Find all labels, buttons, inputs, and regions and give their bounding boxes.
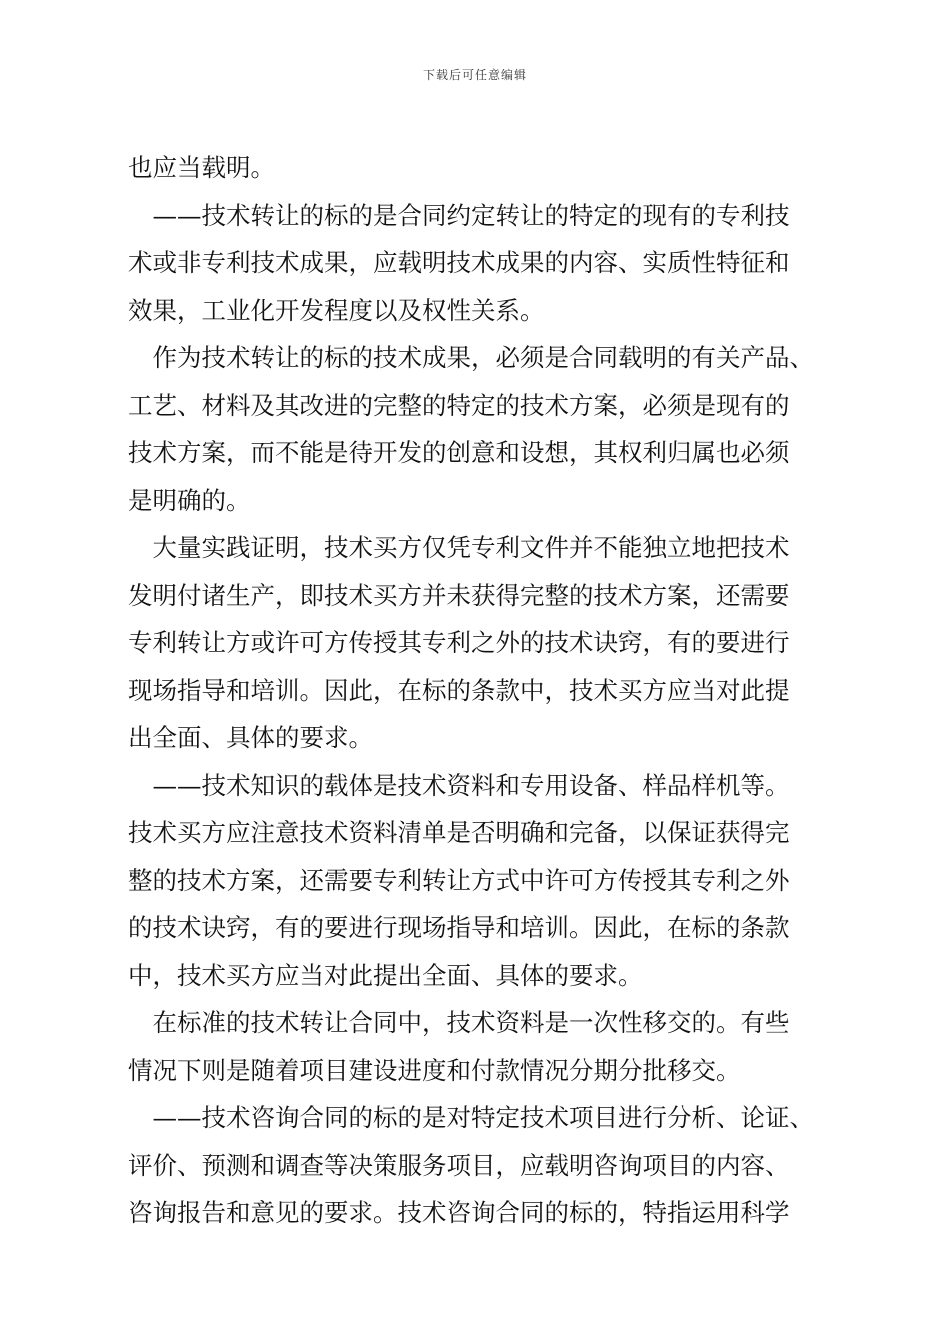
text-line: 发明付诸生产，即技术买方并未获得完整的技术方案，还需要 bbox=[128, 580, 790, 610]
text-line: 在标准的技术转让合同中，技术资料是一次性移交的。有些 bbox=[128, 1008, 790, 1037]
text-line: 是明确的。 bbox=[128, 485, 251, 515]
text-line: ——技术咨询合同的标的是对特定技术项目进行分析、论证、 bbox=[128, 1103, 814, 1132]
text-line: 中，技术买方应当对此提出全面、具体的要求。 bbox=[128, 960, 643, 990]
text-line: ——技术知识的载体是技术资料和专用设备、样品样机等。 bbox=[128, 770, 790, 800]
text-line: 也应当载明。 bbox=[128, 153, 275, 182]
text-line: 效果，工业化开发程度以及权性关系。 bbox=[128, 295, 545, 325]
text-line: 情况下则是随着项目建设进度和付款情况分期分批移交。 bbox=[128, 1055, 741, 1085]
text-line: 技术方案，而不能是待开发的创意和设想，其权利归属也必须 bbox=[128, 438, 790, 467]
text-line: 作为技术转让的标的技术成果，必须是合同载明的有关产品、 bbox=[128, 343, 814, 372]
text-line: 大量实践证明，技术买方仅凭专利文件并不能独立地把技术 bbox=[128, 533, 790, 562]
text-line: 整的技术方案，还需要专利转让方式中许可方传授其专利之外 bbox=[128, 865, 790, 895]
text-line: ——技术转让的标的是合同约定转让的特定的现有的专利技 bbox=[128, 200, 790, 230]
text-line: 专利转让方或许可方传授其专利之外的技术诀窍，有的要进行 bbox=[128, 628, 790, 657]
text-line: 的技术诀窍，有的要进行现场指导和培训。因此，在标的条款 bbox=[128, 913, 790, 942]
text-line: 工艺、材料及其改进的完整的特定的技术方案，必须是现有的 bbox=[128, 390, 790, 420]
document-body bbox=[128, 144, 840, 1237]
text-line: 评价、预测和调查等决策服务项目，应载明咨询项目的内容、 bbox=[128, 1150, 790, 1180]
page-header-note: 下载后可任意编辑 bbox=[422, 68, 527, 82]
text-line: 咨询报告和意见的要求。技术咨询合同的标的，特指运用科学 bbox=[128, 1198, 790, 1227]
text-line: 技术买方应注意技术资料清单是否明确和完备，以保证获得完 bbox=[128, 818, 790, 847]
text-line: 术或非专利技术成果，应载明技术成果的内容、实质性特征和 bbox=[128, 248, 790, 277]
text-line: 现场指导和培训。因此，在标的条款中，技术买方应当对此提 bbox=[128, 675, 790, 705]
text-line: 出全面、具体的要求。 bbox=[128, 723, 373, 752]
